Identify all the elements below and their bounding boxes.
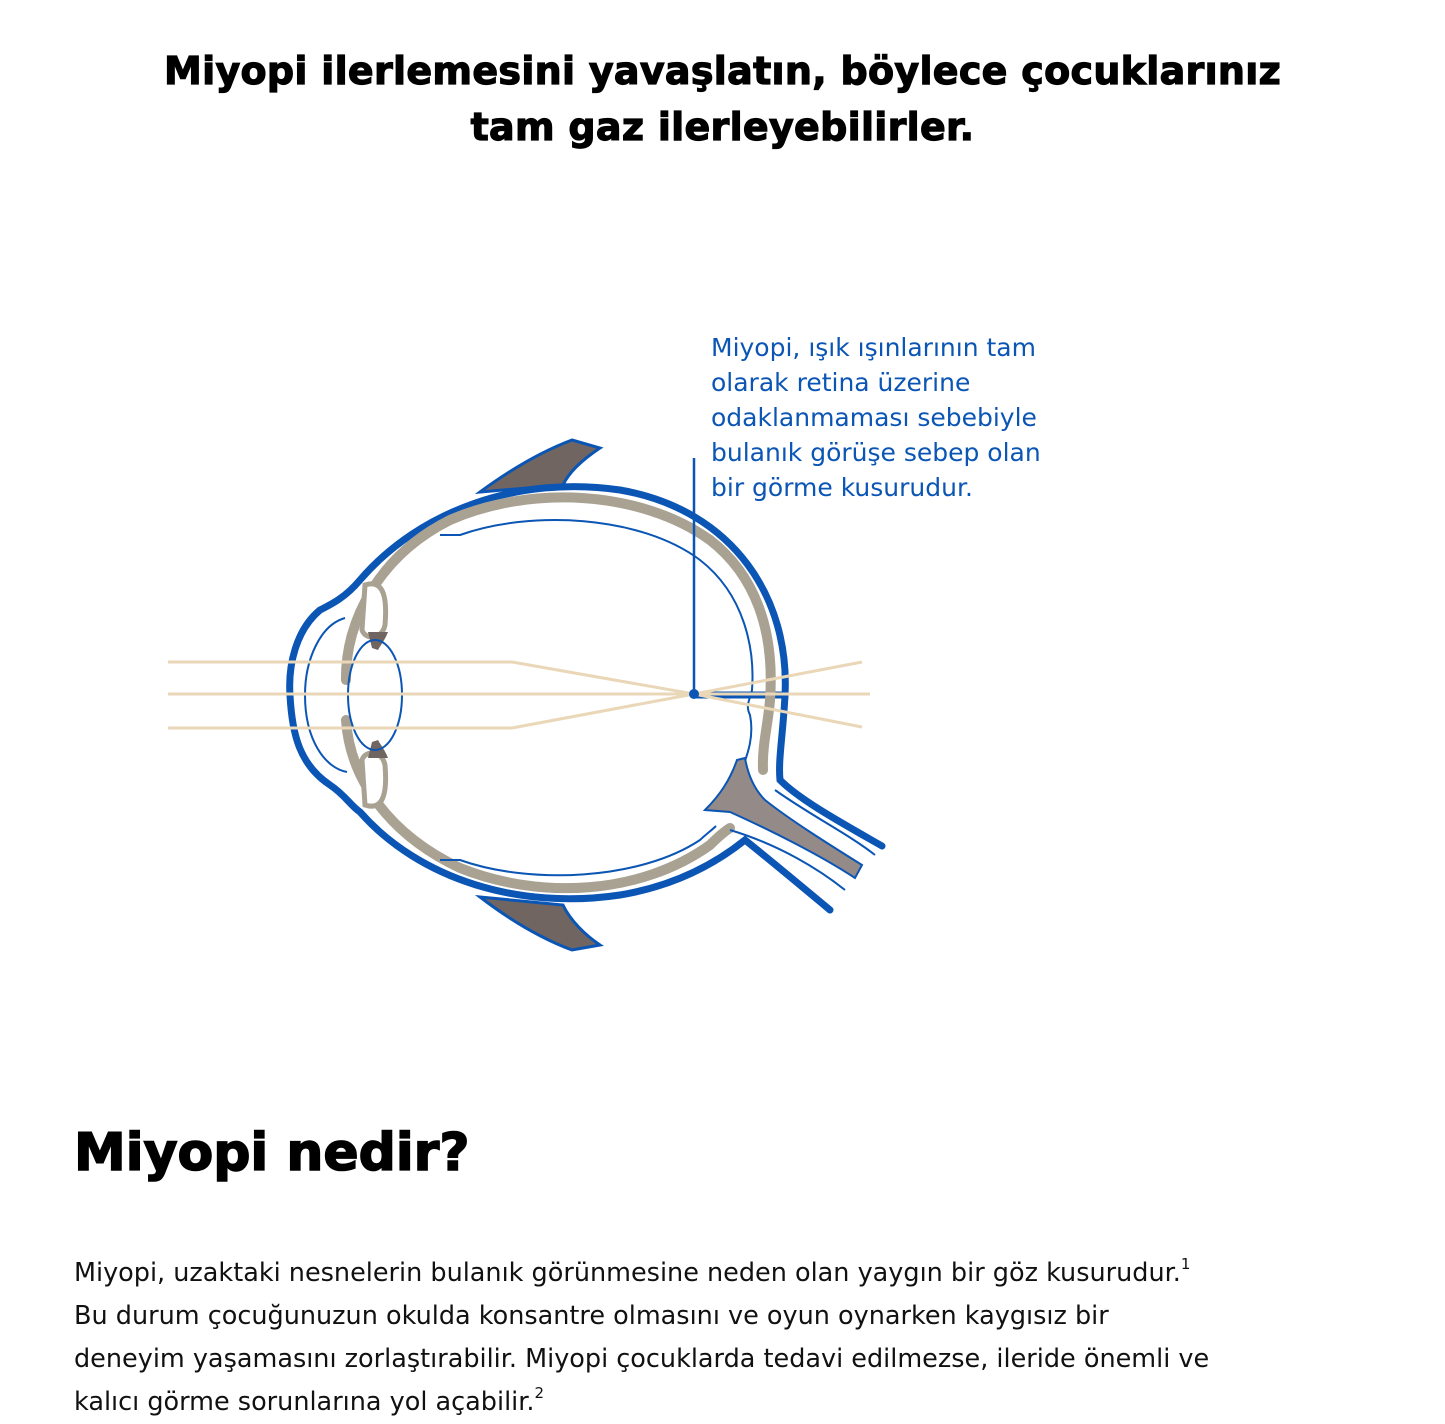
footnote-ref-1[interactable]: 1	[1180, 1255, 1191, 1273]
focal-point-dot	[689, 689, 699, 699]
callout-line-2: olarak retina üzerine	[711, 368, 971, 397]
footnote-ref-2[interactable]: 2	[534, 1384, 545, 1402]
lower-muscle	[480, 897, 600, 950]
hero-title	[0, 43, 1445, 155]
section-title: Miyopi nedir?	[74, 1123, 470, 1183]
callout-line-4: bulanık görüşe sebep olan	[711, 438, 1041, 467]
paragraph-line-3: deneyim yaşamasını zorlaştırabilir. Miyopi çocuklarda tedavi edilmezse, ileride önemli ve	[74, 1344, 1210, 1374]
paragraph-line-1: Miyopi, uzaktaki nesnelerin bulanık görünmesine neden olan yaygın bir göz kusurudur.$^1$	[74, 1255, 1191, 1288]
section-paragraph	[74, 1252, 1384, 1424]
callout-line-1: Miyopi, ışık ışınlarının tam	[711, 333, 1036, 362]
hero-title-line-1: Miyopi ilerlemesini yavaşlatın, böylece çocuklarınız	[164, 49, 1281, 94]
diagram-callout	[711, 330, 1131, 505]
hero-title-line-2: tam gaz ilerleyebilirler.	[470, 105, 975, 150]
paragraph-line-4: kalıcı görme sorunlarına yol açabilir.$^2$	[74, 1384, 545, 1417]
callout-line-5: bir görme kusurudur.	[711, 473, 973, 502]
callout-line-3: odaklanmaması sebebiyle	[711, 403, 1037, 432]
paragraph-line-2: Bu durum çocuğunuzun okulda konsantre olmasını ve oyun oynarken kaygısız bir	[74, 1301, 1109, 1331]
